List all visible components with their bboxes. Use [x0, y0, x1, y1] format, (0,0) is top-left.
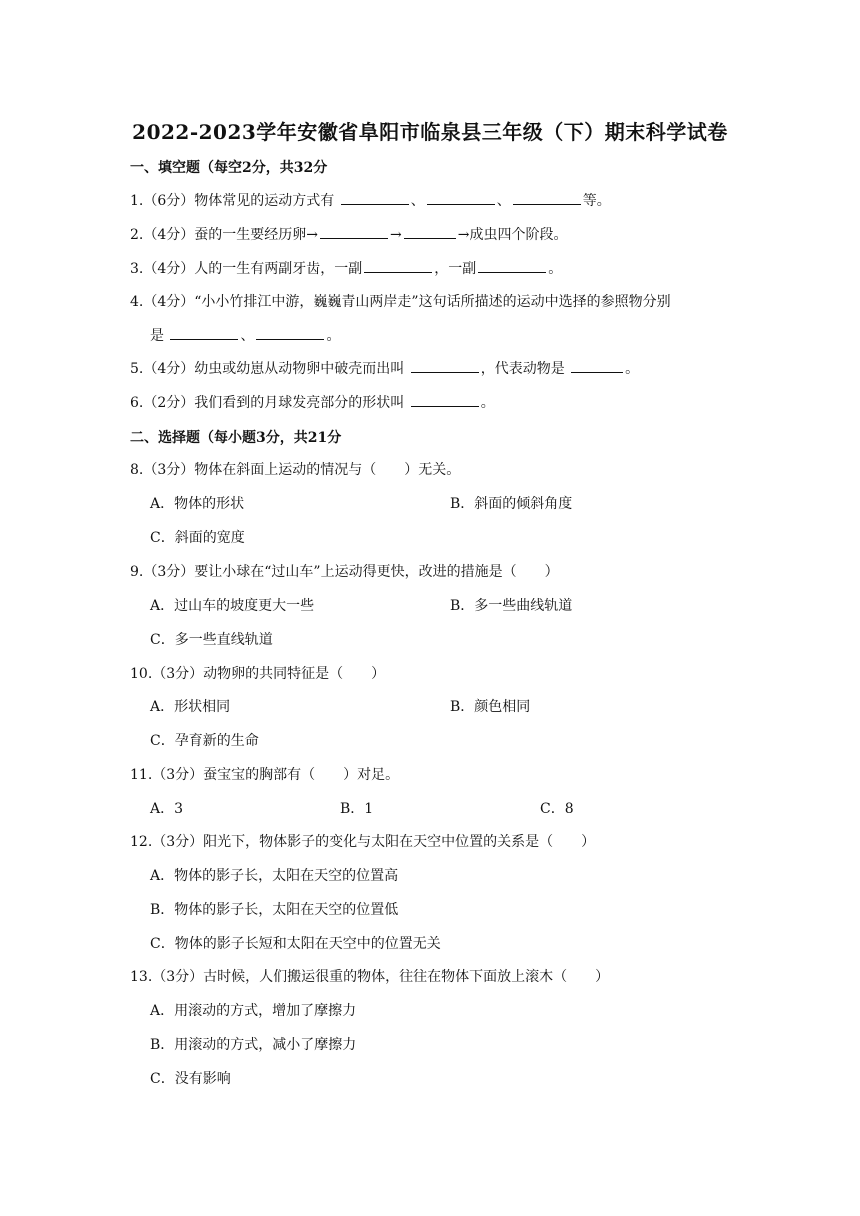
question-1	[130, 190, 611, 211]
question-10-option-a[interactable]: A．形状相同	[150, 699, 231, 715]
question-9-option-b[interactable]: B．多一些曲线轨道	[450, 598, 573, 614]
question-11-stem: 11.（3分）蚕宝宝的胸部有（ ）对足。	[130, 767, 400, 783]
answer-blank[interactable]	[404, 224, 456, 239]
question-13-option-c[interactable]: C．没有影响	[150, 1071, 231, 1087]
question-4-line-1: 4.（4分）“小小竹排江中游，巍巍青山两岸走”这句话所描述的运动中选择的参照物分别	[130, 294, 671, 310]
section-fill-heading: 一、填空题（每空2分，共32分	[130, 160, 328, 176]
question-2	[130, 224, 567, 245]
question-8-option-b[interactable]: B．斜面的倾斜角度	[450, 496, 573, 512]
question-2-sep: →	[390, 227, 402, 243]
question-4-line-2	[150, 325, 340, 346]
question-11-option-a[interactable]: A．3	[150, 801, 184, 817]
answer-blank[interactable]	[411, 358, 479, 373]
question-1-sep: 、	[410, 193, 425, 209]
answer-blank[interactable]	[341, 190, 409, 205]
question-13-option-a[interactable]: A．用滚动的方式，增加了摩擦力	[150, 1003, 357, 1019]
question-6-prefix: 6.（2分）我们看到的月球发亮部分的形状叫	[130, 395, 405, 411]
question-5	[130, 358, 639, 379]
question-6	[130, 392, 495, 413]
question-6-suffix: 。	[480, 395, 495, 411]
question-8-option-c[interactable]: C．斜面的宽度	[150, 530, 245, 546]
question-2-prefix: 2.（4分）蚕的一生要经历卵→	[130, 227, 318, 243]
answer-blank[interactable]	[427, 190, 495, 205]
question-8-option-a[interactable]: A．物体的形状	[150, 496, 245, 512]
question-1-sep: 、	[496, 193, 511, 209]
question-12-stem: 12.（3分）阳光下，物体影子的变化与太阳在天空中位置的关系是（ ）	[130, 834, 596, 850]
question-3-sep: ，一副	[434, 261, 477, 277]
question-4-suffix: 。	[326, 328, 341, 344]
question-9-option-c[interactable]: C．多一些直线轨道	[150, 632, 273, 648]
answer-blank[interactable]	[320, 224, 388, 239]
answer-blank[interactable]	[256, 325, 324, 340]
answer-blank[interactable]	[364, 258, 432, 273]
question-4-prefix: 是	[150, 328, 164, 344]
question-1-suffix: 等。	[582, 193, 611, 209]
question-2-suffix: →成虫四个阶段。	[457, 227, 568, 243]
answer-blank[interactable]	[411, 392, 479, 407]
section-choice-heading: 二、选择题（每小题3分，共21分	[130, 430, 342, 446]
question-4-sep: 、	[240, 328, 255, 344]
question-11-option-c[interactable]: C．8	[540, 801, 574, 817]
question-10-option-c[interactable]: C．孕育新的生命	[150, 733, 259, 749]
question-8-stem: 8.（3分）物体在斜面上运动的情况与（ ）无关。	[130, 462, 461, 478]
answer-blank[interactable]	[478, 258, 546, 273]
question-5-suffix: 。	[625, 361, 640, 377]
question-12-option-c[interactable]: C．物体的影子长短和太阳在天空中的位置无关	[150, 936, 441, 952]
question-5-sep: ，代表动物是	[480, 361, 565, 377]
question-9-option-a[interactable]: A．过山车的坡度更大一些	[150, 598, 315, 614]
answer-blank[interactable]	[513, 190, 581, 205]
question-12-option-b[interactable]: B．物体的影子长，太阳在天空的位置低	[150, 902, 399, 918]
question-3-suffix: 。	[548, 261, 563, 277]
question-12-option-a[interactable]: A．物体的影子长，太阳在天空的位置高	[150, 868, 399, 884]
question-1-prefix: 1.（6分）物体常见的运动方式有	[130, 193, 335, 209]
question-3-prefix: 3.（4分）人的一生有两副牙齿，一副	[130, 261, 363, 277]
question-13-stem: 13.（3分）古时候，人们搬运很重的物体，往往在物体下面放上滚木（ ）	[130, 969, 610, 985]
question-5-prefix: 5.（4分）幼虫或幼崽从动物卵中破壳而出叫	[130, 361, 405, 377]
question-10-stem: 10.（3分）动物卵的共同特征是（ ）	[130, 666, 386, 682]
exam-title: 2022-2023学年安徽省阜阳市临泉县三年级（下）期末科学试卷	[132, 120, 728, 144]
answer-blank[interactable]	[571, 358, 623, 373]
question-9-stem: 9.（3分）要让小球在“过山车”上运动得更快，改进的措施是（ ）	[130, 564, 559, 580]
question-3	[130, 258, 562, 279]
question-11-option-b[interactable]: B．1	[340, 801, 374, 817]
question-10-option-b[interactable]: B．颜色相同	[450, 699, 531, 715]
question-13-option-b[interactable]: B．用滚动的方式，减小了摩擦力	[150, 1037, 357, 1053]
answer-blank[interactable]	[170, 325, 238, 340]
